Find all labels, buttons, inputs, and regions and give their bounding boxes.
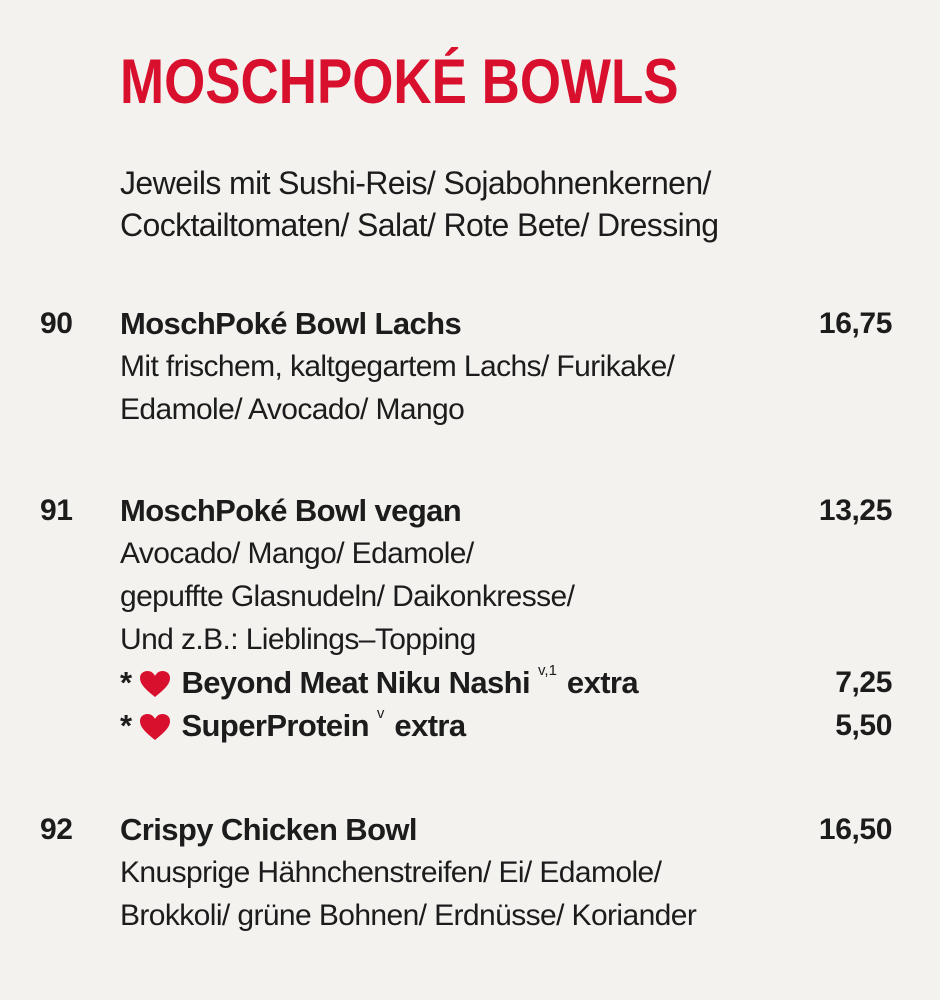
item-name: MoschPoké Bowl Lachs: [120, 306, 462, 341]
asterisk: *: [120, 665, 132, 700]
item-price: 16,75: [818, 307, 892, 340]
allergen-marker: v,1: [538, 662, 557, 679]
extra-name: SuperProtein: [181, 708, 369, 743]
description-line: Avocado/ Mango/ Edamole/: [120, 537, 474, 570]
description-line: Brokkoli/ grüne Bohnen/ Erdnüsse/ Koriander: [120, 899, 697, 932]
allergen-marker: v: [376, 705, 385, 722]
item-description: [0, 345, 940, 431]
extra-name: Beyond Meat Niku Nashi: [181, 665, 531, 700]
item-price: 16,50: [818, 813, 892, 846]
description-line: Und z.B.: Lieblings–Topping: [120, 623, 476, 656]
heart-icon: [139, 670, 171, 698]
item-description: [0, 851, 940, 937]
item-name: Crispy Chicken Bowl: [120, 812, 417, 847]
extra-suffix: extra: [566, 665, 639, 700]
description-line: gepuffte Glasnudeln/ Daikonkresse/: [120, 580, 575, 613]
menu-item-90: [0, 303, 940, 431]
extra-suffix: extra: [394, 708, 466, 743]
intro-line: Jeweils mit Sushi-Reis/ Sojabohnenkernen/: [120, 165, 711, 201]
menu-item-92: [0, 809, 940, 937]
item-number: 92: [40, 813, 73, 846]
item-number: 90: [40, 307, 73, 340]
page-title: MOSCHPOKÉ BOWLS: [120, 47, 679, 117]
extra-price: 5,50: [835, 709, 892, 742]
description-line: Knusprige Hähnchenstreifen/ Ei/ Edamole/: [120, 856, 662, 889]
description-line: Edamole/ Avocado/ Mango: [120, 393, 465, 426]
item-name: MoschPoké Bowl vegan: [120, 493, 462, 528]
intro-line: Cocktailtomaten/ Salat/ Rote Bete/ Dressing: [120, 207, 719, 243]
menu-item-91: [0, 490, 940, 747]
extra-price: 7,25: [835, 666, 892, 699]
extra-option-beyond-meat: [0, 661, 940, 704]
description-line: Mit frischem, kaltgegartem Lachs/ Furikake/: [120, 350, 675, 383]
asterisk: *: [120, 708, 132, 743]
item-description: [0, 532, 940, 661]
item-price: 13,25: [818, 494, 892, 527]
extra-option-superprotein: [0, 704, 940, 747]
intro-text: [120, 162, 719, 246]
item-number: 91: [40, 494, 73, 527]
heart-icon: [139, 713, 171, 741]
